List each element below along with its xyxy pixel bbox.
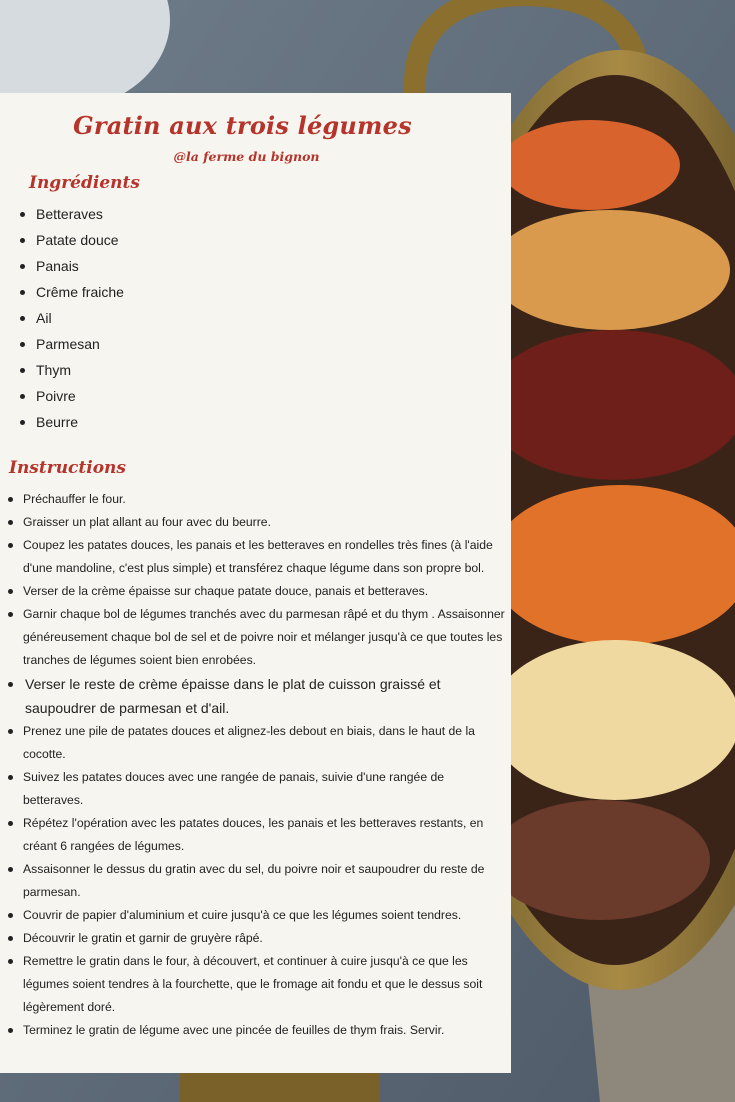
ingredient-item: Patate douce [17, 230, 124, 256]
recipe-card [0, 93, 511, 1073]
ingredients-heading: Ingrédients [29, 173, 140, 193]
instructions-list [6, 488, 506, 1042]
recipe-title: Gratin aux trois légumes [73, 111, 412, 140]
instruction-step: Assaisonner le dessus du gratin avec du sel, du poivre noir et saupoudrer du reste de parmesan. [6, 858, 506, 904]
ingredient-item: Crême fraiche [17, 282, 124, 308]
ingredients-list [17, 204, 124, 438]
instruction-step: Verser le reste de crème épaisse dans le plat de cuisson graissé et saupoudrer de parmesan et d'ail. [6, 672, 506, 720]
instruction-step: Remettre le gratin dans le four, à découvert, et continuer à cuire jusqu'à ce que les légumes soient tendres à la fourchette, que le fromage ait fondu et que le dessus soit légèrement doré. [6, 950, 506, 1019]
ingredient-item: Ail [17, 308, 124, 334]
ingredient-item: Betteraves [17, 204, 124, 230]
ingredient-item: Poivre [17, 386, 124, 412]
ingredient-item: Thym [17, 360, 124, 386]
instruction-step: Suivez les patates douces avec une rangée de panais, suivie d'une rangée de betteraves. [6, 766, 506, 812]
instruction-step: Terminez le gratin de légume avec une pincée de feuilles de thym frais. Servir. [6, 1019, 506, 1042]
instruction-step: Couvrir de papier d'aluminium et cuire jusqu'à ce que les légumes soient tendres. [6, 904, 506, 927]
instruction-step: Découvrir le gratin et garnir de gruyère râpé. [6, 927, 506, 950]
instruction-step: Prenez une pile de patates douces et alignez-les debout en biais, dans le haut de la cocotte. [6, 720, 506, 766]
ingredient-item: Beurre [17, 412, 124, 438]
instruction-step: Répétez l'opération avec les patates douces, les panais et les betteraves restants, en créant 6 rangées de légumes. [6, 812, 506, 858]
instructions-heading: Instructions [9, 458, 126, 478]
instruction-step: Coupez les patates douces, les panais et les betteraves en rondelles très fines (à l'aide d'une mandoline, c'est plus simple) et transférez chaque légume dans son propre bol. [6, 534, 506, 580]
instruction-step: Verser de la crème épaisse sur chaque patate douce, panais et betteraves. [6, 580, 506, 603]
instruction-step: Préchauffer le four. [6, 488, 506, 511]
recipe-source: @la ferme du bignon [173, 149, 320, 164]
instruction-step: Graisser un plat allant au four avec du beurre. [6, 511, 506, 534]
ingredient-item: Panais [17, 256, 124, 282]
ingredient-item: Parmesan [17, 334, 124, 360]
instruction-step: Garnir chaque bol de légumes tranchés avec du parmesan râpé et du thym . Assaisonner généreusement chaque bol de sel et de poivre noir et mélanger jusqu'à ce que toutes les tranches de légumes soient bien enrobées. [6, 603, 506, 672]
